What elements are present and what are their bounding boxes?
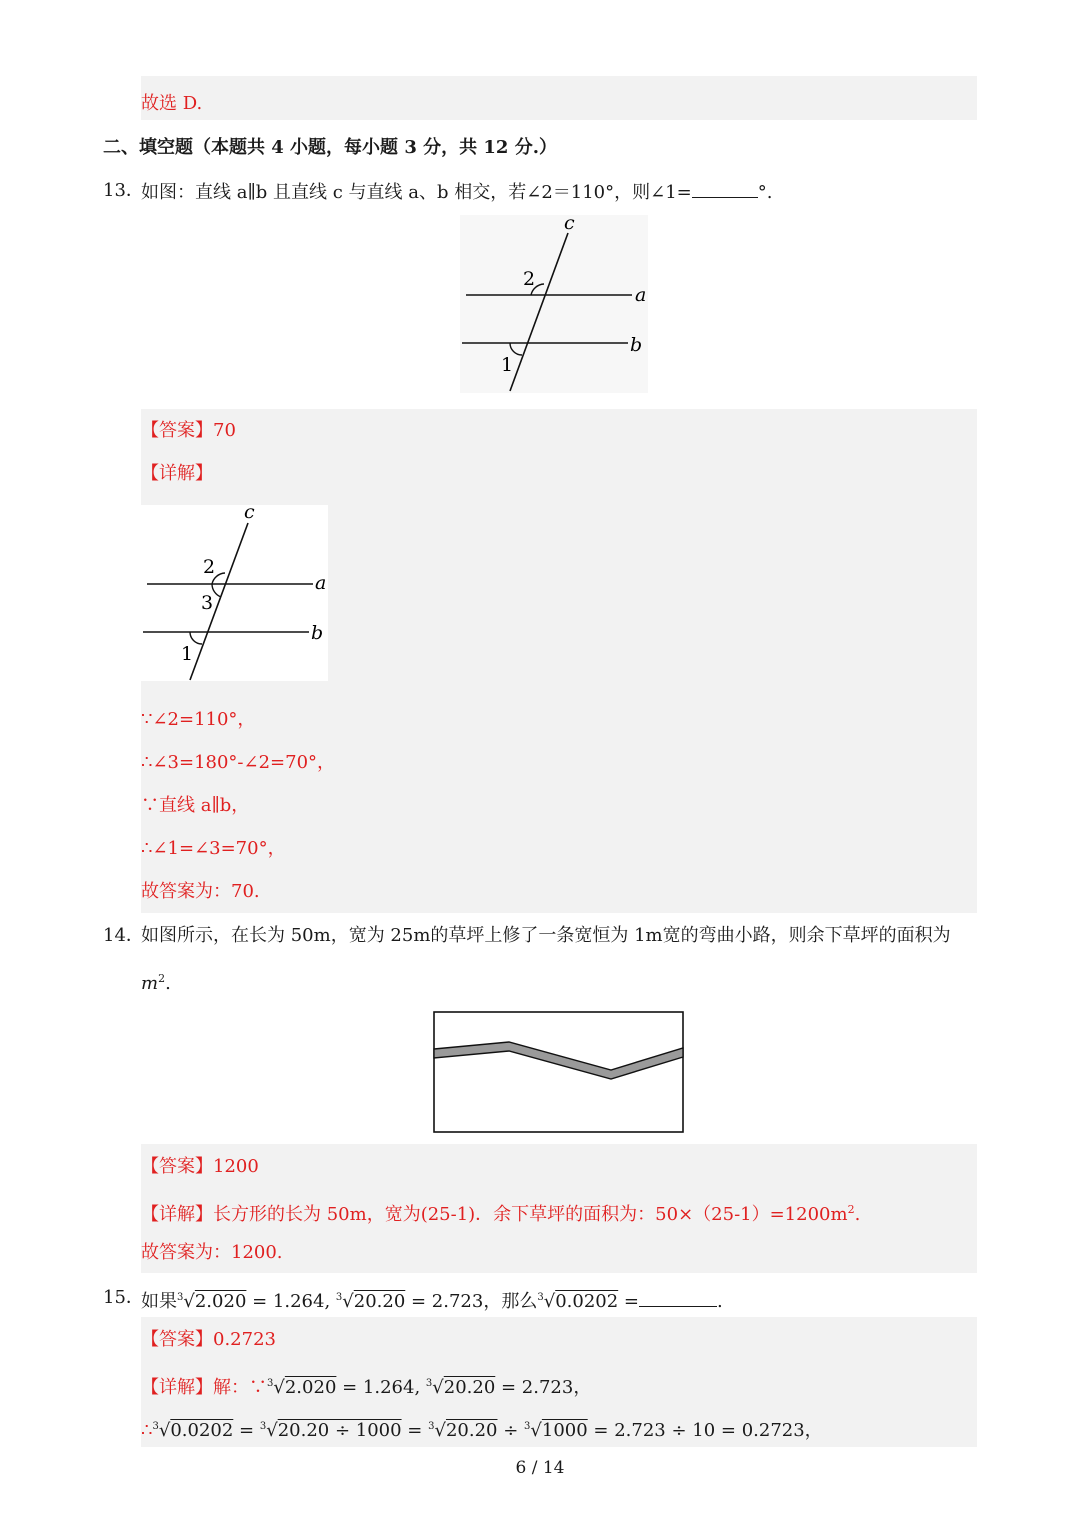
q15-root-1: $^3$√2.020 <box>177 1291 247 1312</box>
q14-detail-sup: 2 <box>847 1203 855 1216</box>
q14-answer <box>141 1155 259 1179</box>
q15-root-1-index: 3 <box>177 1292 184 1303</box>
q13-label-2: 2 <box>523 268 536 290</box>
q14-number: 14． <box>103 925 144 946</box>
q14-figure <box>433 1011 684 1133</box>
q15-deriv-div: ÷ <box>497 1420 525 1441</box>
q13-label-a: a <box>635 284 647 306</box>
q15-deriv-eq-2: = <box>401 1420 429 1441</box>
q15-deriv-radicand-1: 0.0202 <box>170 1420 234 1441</box>
q15-detail-root-2-index: 3 <box>425 1378 433 1389</box>
page-number: 6 / 14 <box>515 1458 565 1478</box>
q14-detail-tag: 【详解】 <box>141 1204 213 1225</box>
q15-value-2: = 2.723，那么 <box>405 1291 538 1312</box>
q15-root-3: $^3$√0.0202 <box>537 1291 619 1312</box>
q15-deriv-eq-1: = <box>233 1420 260 1441</box>
q13d-label-2: 2 <box>203 556 216 578</box>
q15-blank <box>639 1288 717 1307</box>
q14-answer-tag: 【答案】 <box>141 1156 213 1177</box>
q15-detail-root-1-index: 3 <box>267 1378 274 1389</box>
q13-step-1: ∵∠2=110°， <box>141 709 256 730</box>
q15-deriv-radicand-2: 20.20 ÷ 1000 <box>277 1420 402 1441</box>
q14-stem-end: . <box>165 973 171 994</box>
q14-stem-line1: 如图所示，在长为 50m，宽为 25m的草坪上修了一条宽恒为 1m宽的弯曲小路，则余下草坪的面积为 <box>141 925 951 946</box>
q15-radicand-2: 20.20 <box>353 1291 406 1312</box>
q14-answer-value: 1200 <box>213 1156 259 1177</box>
q14-lawn-rect <box>434 1012 683 1132</box>
q13d-label-c: c <box>244 505 255 523</box>
q13-blank <box>692 179 758 198</box>
q13-step-4: ∴∠1=∠3=70°， <box>141 838 286 859</box>
q13d-label-b: b <box>311 622 324 644</box>
q15-deriv-root-2: $^3$√20.20 ÷ 1000 <box>259 1420 402 1441</box>
q15-detail-value-2: = 2.723， <box>495 1377 592 1398</box>
q15-value-1: = 1.264, <box>246 1291 336 1312</box>
q15-value-3: = <box>618 1291 639 1312</box>
q13-stem-text: 如图：直线 a∥b 且直线 c 与直线 a、b 相交，若∠2＝110°，则∠1= <box>141 182 692 203</box>
q13-figure-bg <box>460 215 648 393</box>
q15-therefore: ∴ <box>141 1420 153 1441</box>
q13d-label-a: a <box>315 572 327 594</box>
q13-detail-figure-bg <box>141 505 328 681</box>
q13-detail-figure <box>141 505 328 681</box>
q12-conclusion: 故选 D. <box>141 93 203 114</box>
q14-stem-line2 <box>141 967 171 996</box>
q15-deriv-root-3: $^3$√20.20 <box>428 1420 498 1441</box>
q13-step-5: 故答案为：70. <box>141 881 260 902</box>
q15-number: 15． <box>103 1287 144 1308</box>
q15-deriv-root-2-index: 3 <box>259 1421 267 1432</box>
q13-label-c: c <box>564 215 575 234</box>
q13-step-3: ∵直线 a∥b， <box>141 795 250 816</box>
q15-detail-radicand-1: 2.020 <box>284 1377 337 1398</box>
answer-box-q12-end <box>141 76 977 120</box>
q15-stem <box>141 1286 723 1314</box>
q15-deriv-root-1: $^3$√0.0202 <box>152 1420 234 1441</box>
q15-deriv-root-4-index: 3 <box>524 1421 531 1432</box>
q15-stem-end: . <box>717 1291 723 1312</box>
q15-detail-prefix: 解：∵ <box>213 1377 267 1398</box>
q13d-label-3: 3 <box>201 592 214 614</box>
q14-detail <box>141 1198 860 1227</box>
q15-radicand-3: 0.0202 <box>555 1291 619 1312</box>
q13-answer-tag: 【答案】 <box>141 420 213 441</box>
q15-answer <box>141 1328 276 1352</box>
q15-root-2-index: 3 <box>335 1292 343 1303</box>
q13-number: 13． <box>103 180 144 201</box>
q15-root-2: $^3$√20.20 <box>335 1291 406 1312</box>
q15-answer-value: 0.2723 <box>213 1329 276 1350</box>
q15-derivation <box>141 1415 823 1443</box>
q14-detail-text: 长方形的长为 50m，宽为(25-1)．余下草坪的面积为：50×（25-1）=1200m <box>213 1204 848 1225</box>
q14-unit: m <box>141 973 159 994</box>
q15-deriv-root-4: $^3$√1000 <box>524 1420 588 1441</box>
q13-answer <box>141 419 236 443</box>
q15-detail-radicand-2: 20.20 <box>443 1377 496 1398</box>
section-heading: 二、填空题（本题共 4 小题，每小题 3 分，共 12 分.） <box>103 137 557 158</box>
q14-detail-end: . <box>854 1204 861 1225</box>
q13-step-2: ∴∠3=180°-∠2=70°， <box>141 752 336 773</box>
q15-deriv-root-3-index: 3 <box>428 1421 435 1432</box>
q13-figure <box>460 215 648 393</box>
q15-deriv-radicand-3: 20.20 <box>445 1420 498 1441</box>
q15-stem-prefix: 如果 <box>141 1291 177 1312</box>
q15-deriv-root-1-index: 3 <box>152 1421 159 1432</box>
q15-root-3-index: 3 <box>537 1292 544 1303</box>
q13-answer-value: 70 <box>213 420 236 441</box>
q13-stem-end: °. <box>757 182 773 203</box>
q15-detail-root-1: $^3$√2.020 <box>267 1377 337 1398</box>
q15-deriv-radicand-4: 1000 <box>541 1420 588 1441</box>
q15-detail-root-2: $^3$√20.20 <box>425 1377 496 1398</box>
q13-label-b: b <box>630 334 643 356</box>
q15-deriv-result: = 2.723 ÷ 10 = 0.2723， <box>587 1420 823 1441</box>
q15-answer-tag: 【答案】 <box>141 1329 213 1350</box>
q13d-label-1: 1 <box>181 643 194 665</box>
q15-detail-tag: 【详解】 <box>141 1377 213 1398</box>
q14-conclusion: 故答案为：1200. <box>141 1242 283 1263</box>
q15-detail-value-1: = 1.264, <box>336 1377 426 1398</box>
q13-label-1: 1 <box>501 354 514 376</box>
q13-stem <box>141 179 772 205</box>
q13-detail-tag: 【详解】 <box>141 463 213 484</box>
q14-unit-sup: 2 <box>158 972 166 985</box>
q15-radicand-1: 2.020 <box>194 1291 247 1312</box>
q15-detail <box>141 1372 591 1400</box>
